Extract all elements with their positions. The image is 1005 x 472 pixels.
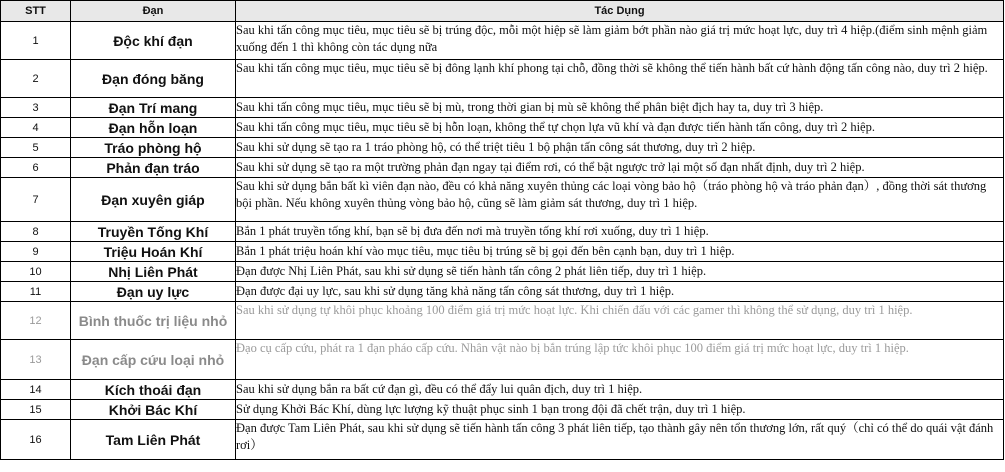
row-stt: 7 — [1, 178, 71, 222]
row-effect: Sau khi tấn công mục tiêu, mục tiêu sẽ bị trúng độc, mỗi một hiệp sẽ làm giảm bớt phần nào giá trị mức hoạt lực, duy trì 4 hiệp.(điểm sinh mệnh giảm xuống đến 1 thì không còn tác dụng nữa — [236, 22, 1004, 60]
row-stt: 2 — [1, 60, 71, 98]
row-name: Đạn cấp cứu loại nhỏ — [71, 340, 236, 380]
header-stt: STT — [1, 1, 71, 22]
table-row — [1, 158, 1004, 178]
table-row — [1, 222, 1004, 242]
header-name: Đạn — [71, 1, 236, 22]
row-stt: 12 — [1, 302, 71, 340]
row-effect: Sau khi sử dụng bắn ra bất cứ đạn gì, đều có thể đẩy lui quân địch, duy trì 1 hiệp. — [236, 380, 1004, 400]
row-stt: 4 — [1, 118, 71, 138]
row-effect: Đạn được Tam Liên Phát, sau khi sử dụng sẽ tiến hành tấn công 3 phát liên tiếp, tạo thành gây nên tổn thương lớn, rất quý（chỉ có thể do quái vật đánh rơi） — [236, 420, 1004, 460]
table-row — [1, 60, 1004, 98]
row-effect: Sau khi tấn công mục tiêu, mục tiêu sẽ bị đông lạnh khí phong tại chỗ, đồng thời sẽ không thể tiến hành bất cứ hành động tấn công nào, duy trì 2 hiệp. — [236, 60, 1004, 98]
table-row — [1, 22, 1004, 60]
row-effect: Sau khi tấn công mục tiêu, mục tiêu sẽ bị mù, trong thời gian bị mù sẽ không thể phân biệt địch hay ta, duy trì 3 hiệp. — [236, 98, 1004, 118]
row-name: Đạn xuyên giáp — [71, 178, 236, 222]
table-row — [1, 262, 1004, 282]
row-effect: Đạn được Nhị Liên Phát, sau khi sử dụng sẽ tiến hành tấn công 2 phát liên tiếp, duy trì 1 hiệp. — [236, 262, 1004, 282]
row-stt: 6 — [1, 158, 71, 178]
row-stt: 1 — [1, 22, 71, 60]
table-row — [1, 302, 1004, 340]
row-effect: Sau khi sử dụng sẽ tạo ra 1 tráo phòng hộ, có thể triệt tiêu 1 bộ phận tấn công sát thương, duy trì 2 hiệp. — [236, 138, 1004, 158]
row-stt: 10 — [1, 262, 71, 282]
table-row — [1, 380, 1004, 400]
row-name: Truyền Tống Khí — [71, 222, 236, 242]
table-row — [1, 98, 1004, 118]
row-effect: Sử dụng Khởi Bác Khí, dùng lực lượng kỹ thuật phục sinh 1 bạn trong đội đã chết trận, duy trì 1 hiệp. — [236, 400, 1004, 420]
table-row — [1, 138, 1004, 158]
row-effect: Sau khi tấn công mục tiêu, mục tiêu sẽ bị hỗn loạn, không thể tự chọn lựa vũ khí và đạn được tiến hành tấn công, duy trì 2 hiệp. — [236, 118, 1004, 138]
row-effect: Sau khi sử dụng tự khôi phục khoảng 100 điểm giá trị mức hoạt lực. Khi chiến đấu với các gamer thì không thể sử dụng, duy trì 1 hiệp. — [236, 302, 1004, 340]
table-row — [1, 420, 1004, 460]
row-name: Đạn uy lực — [71, 282, 236, 302]
row-name: Phản đạn tráo — [71, 158, 236, 178]
table-row — [1, 118, 1004, 138]
row-effect: Sau khi sử dụng bắn bất kì viên đạn nào, đều có khả năng xuyên thủng các loại vòng bảo hộ（tráo phòng hộ và tráo phản đạn）, đồng thời sát thương bội phần. Nếu không xuyên thủng vòng bảo hộ, cũng sẽ làm giảm sát thương, duy trì 1 hiệp. — [236, 178, 1004, 222]
row-stt: 14 — [1, 380, 71, 400]
row-effect: Bắn 1 phát truyền tống khí, bạn sẽ bị đưa đến nơi mà truyền tống khí rơi xuống, duy trì 1 hiệp. — [236, 222, 1004, 242]
row-name: Kích thoái đạn — [71, 380, 236, 400]
row-name: Triệu Hoán Khí — [71, 242, 236, 262]
table-row — [1, 400, 1004, 420]
row-name: Tam Liên Phát — [71, 420, 236, 460]
row-effect: Đạn được đại uy lực, sau khi sử dụng tăng khả năng tấn công sát thương, duy trì 1 hiệp. — [236, 282, 1004, 302]
row-name: Nhị Liên Phát — [71, 262, 236, 282]
row-name: Tráo phòng hộ — [71, 138, 236, 158]
row-effect: Đạo cụ cấp cứu, phát ra 1 đạn pháo cấp cứu. Nhân vật nào bị bắn trúng lập tức khôi phục 100 điểm giá trị mức hoạt lực, duy trì 1 hiệp. — [236, 340, 1004, 380]
row-stt: 8 — [1, 222, 71, 242]
header-row — [1, 1, 1004, 22]
row-name: Đạn hỗn loạn — [71, 118, 236, 138]
table-row — [1, 178, 1004, 222]
row-stt: 11 — [1, 282, 71, 302]
row-name: Khởi Bác Khí — [71, 400, 236, 420]
table-row — [1, 282, 1004, 302]
row-effect: Sau khi sử dụng sẽ tạo ra một trường phản đạn ngay tại điểm rơi, có thể bật ngược trở lại một số đạn nhất định, duy trì 2 hiệp. — [236, 158, 1004, 178]
row-stt: 16 — [1, 420, 71, 460]
table-row — [1, 242, 1004, 262]
row-stt: 15 — [1, 400, 71, 420]
header-effect: Tác Dụng — [236, 1, 1004, 22]
row-name: Đạn Trí mang — [71, 98, 236, 118]
table-row — [1, 340, 1004, 380]
row-stt: 9 — [1, 242, 71, 262]
row-name: Độc khí đạn — [71, 22, 236, 60]
row-stt: 3 — [1, 98, 71, 118]
row-stt: 13 — [1, 340, 71, 380]
row-name: Bình thuốc trị liệu nhỏ — [71, 302, 236, 340]
row-stt: 5 — [1, 138, 71, 158]
row-effect: Bắn 1 phát triệu hoán khí vào mục tiêu, mục tiêu bị trúng sẽ bị gọi đến bên cạnh bạn, duy trì 1 hiệp. — [236, 242, 1004, 262]
row-name: Đạn đóng băng — [71, 60, 236, 98]
